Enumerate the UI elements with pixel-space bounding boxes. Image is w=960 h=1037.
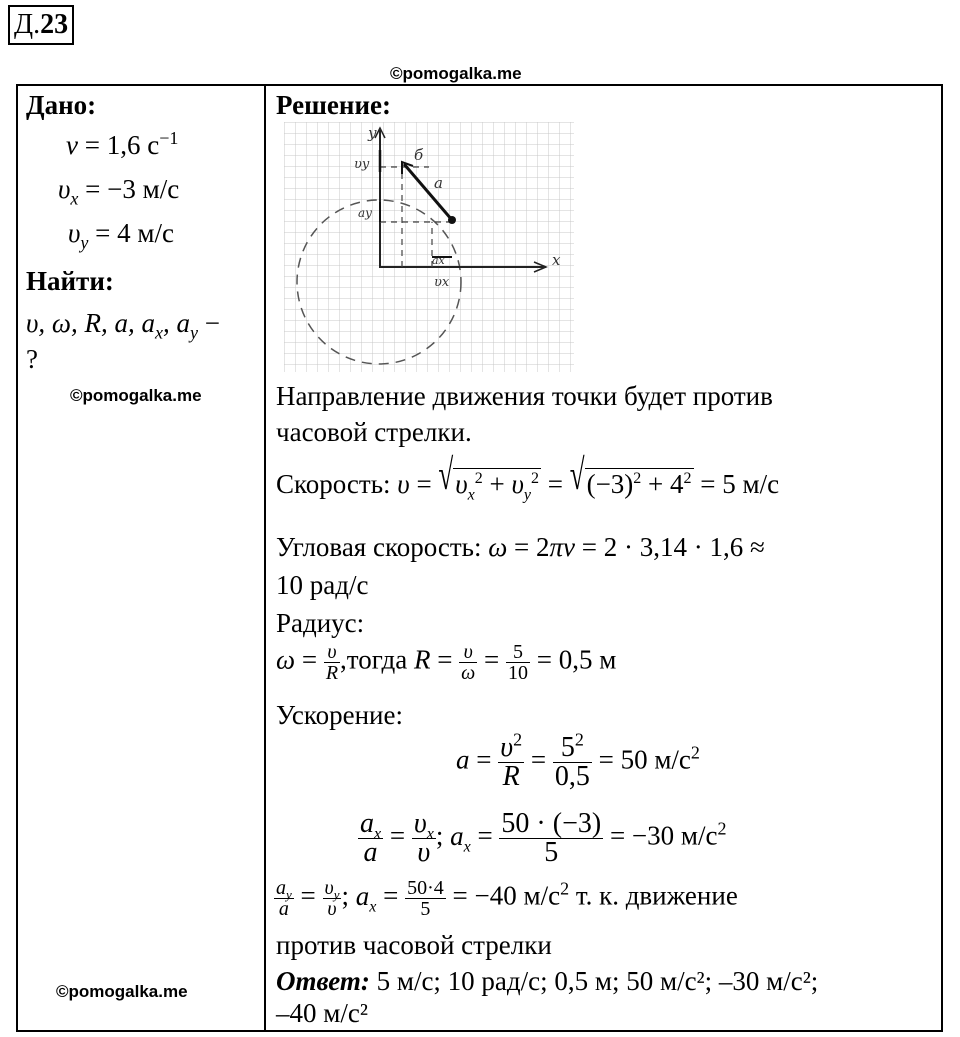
- radius-line: ω = $\frac{\upsilon}{R}$ ,тогда R = $\frac{\upsilon}{\omega}$ = $\frac{5}{10}$ = 0,5 м: [276, 641, 617, 684]
- solution-heading: Решение:: [276, 90, 391, 120]
- accel-line: a = $\frac{\upsilon^2}{R}$ = $\frac{5^2}{0,5}$ = 50 $м/с^2$: [456, 729, 700, 792]
- grid-paper: [284, 122, 574, 372]
- speed-line: Скорость: $\upsilon = √\upsilon_x^2 + \upsilon_y^2 = √(-3)^2 + 4^2 = 5$ м/с: [276, 450, 780, 504]
- watermark-left-bottom: ©pomogalka.me: [56, 982, 188, 1001]
- watermark-left-top: ©pomogalka.me: [70, 386, 202, 405]
- sketch-label-ay: ay: [358, 206, 372, 220]
- sketch-label-b: б: [414, 146, 424, 164]
- sketch-label-ax: ax: [432, 254, 445, 267]
- sketch-label-vx: υx: [434, 275, 450, 290]
- find-list: υ, ω, R, a, $a_x$, $a_y$ −: [26, 308, 220, 343]
- given-vy: $\upsilon_y = 4$ м/с: [68, 218, 174, 253]
- radius-label: Радиус:: [276, 608, 365, 638]
- point: [448, 216, 456, 224]
- task-number: 23: [40, 9, 69, 40]
- sketch-label-x: x: [552, 251, 561, 269]
- solution-column: [265, 85, 942, 1031]
- direction-text: Направление движения точки будет против часовой стрелки.: [276, 381, 773, 447]
- circle-sketch: [284, 122, 574, 372]
- ay-line: $\frac{a_y}{a}$ = $\frac{\upsilon_y}{\upsilon}$ ; $a_x$ = $\frac{50\cdot 4}{5}$ = −40 $м/с^2$ т. к. движение: [276, 877, 738, 920]
- task-number-box: [8, 5, 74, 45]
- given-column: [17, 85, 265, 1031]
- accel-label: Ускорение:: [276, 700, 403, 730]
- angular-line: Угловая скорость: ω = 2πν = 2 · 3,14 · 1,6 ≈: [276, 532, 765, 562]
- find-heading: Найти:: [26, 266, 114, 296]
- given-nu: ν = 1,6 $с^{-1}$: [66, 128, 179, 160]
- ay-note: против часовой стрелки: [276, 930, 552, 960]
- ax-line: $\frac{a_x}{a}$ = $\frac{\upsilon_x}{\upsilon}$ ; $a_x$ = $\frac{50 \cdot (-3)}{5}$ = −30 $м/с^2$: [360, 808, 727, 868]
- given-vx: $\upsilon_x = -3$ м/с: [58, 174, 180, 209]
- task-prefix: Д.: [14, 9, 41, 40]
- angular-result: 10 рад/с: [276, 570, 369, 600]
- find-question: ?: [26, 344, 38, 374]
- given-heading: Дано:: [26, 90, 97, 120]
- sketch-label-a: a: [434, 174, 443, 192]
- sketch-label-y: y: [368, 124, 377, 142]
- sketch-label-vy: υy: [354, 157, 370, 172]
- watermark-top: ©pomogalka.me: [390, 64, 522, 83]
- answer-line-2: –40 м/с²: [276, 998, 368, 1028]
- solution-table: [16, 84, 943, 1032]
- answer-line: Ответ: 5 м/с; 10 рад/с; 0,5 м; 50 м/с²; –30 м/с²;: [276, 966, 819, 996]
